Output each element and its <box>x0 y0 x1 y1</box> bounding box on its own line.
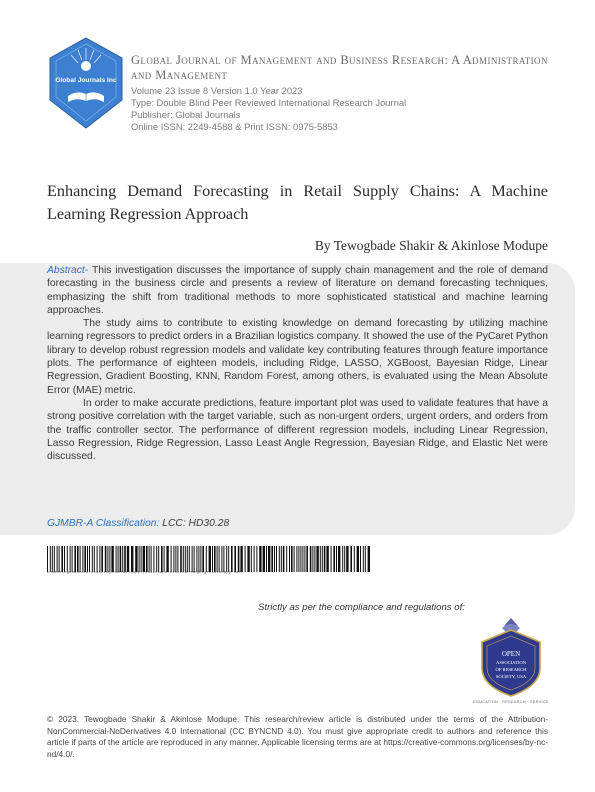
barcode-bar <box>52 546 53 572</box>
barcode-bar <box>84 546 86 572</box>
barcode-bar <box>254 546 255 572</box>
barcode-bar <box>322 546 323 572</box>
barcode-bar <box>209 546 211 572</box>
barcode-bar <box>67 546 68 572</box>
barcode-bar <box>350 546 352 572</box>
barcode-bar <box>259 546 261 572</box>
barcode-bar <box>200 546 201 572</box>
barcode-bar <box>251 546 252 572</box>
barcode-bar <box>279 546 280 572</box>
barcode-bar <box>146 546 148 572</box>
barcode-bar <box>185 546 186 572</box>
barcode-bar <box>99 546 100 572</box>
barcode-bar <box>212 546 213 572</box>
barcode-bar <box>82 546 83 572</box>
barcode-bar <box>268 546 270 572</box>
barcode-bar <box>312 546 313 572</box>
barcode-bar <box>286 546 287 572</box>
barcode-bar <box>116 546 117 572</box>
barcode-bar <box>107 546 108 572</box>
barcode-bar <box>109 546 110 572</box>
barcode-bar <box>87 546 88 572</box>
barcode-bar <box>274 546 275 572</box>
barcode-bar <box>336 546 337 572</box>
barcode-bar <box>206 546 207 572</box>
barcode-bar <box>180 546 182 572</box>
barcode-bar <box>131 546 133 572</box>
barcode-bar <box>314 546 315 572</box>
barcode-bar <box>294 546 295 572</box>
barcode-bar <box>326 546 328 572</box>
barcode-bar <box>346 546 348 572</box>
barcode-bar <box>192 546 193 572</box>
barcode-bar <box>175 546 176 572</box>
global-journals-logo <box>46 36 126 132</box>
barcode-bar <box>187 546 188 572</box>
compliance-note: Strictly as per the compliance and regulations of: <box>258 602 465 613</box>
license-text: © 2023. Tewogbade Shakir & Akinlose Modupe. This research/review article is distributed under the terms of the Attribution-NonCommercial-NoDerivatives 4.0 International (CC BYNCND 4.0). You must give appropriate credit to authors and reference this article if parts of the article are reproduced in any manner. Applicable licensing terms are at https://creative-commons.org/licenses/by-nc-nd/4.0/. <box>47 714 548 759</box>
abstract <box>47 264 548 463</box>
paper-authors: By Tewogbade Shakir & Akinlose Modupe <box>314 238 548 253</box>
barcode-bar <box>304 546 305 572</box>
barcode-bar <box>141 546 142 572</box>
barcode-bar <box>276 546 277 572</box>
barcode-bar <box>256 546 257 572</box>
barcode-bar <box>118 546 119 572</box>
barcode-bar <box>247 546 249 572</box>
journal-volume: Volume 23 Issue 8 Version 1.0 Year 2023 <box>131 85 303 96</box>
barcode-bar <box>238 546 240 572</box>
barcode-bar <box>173 546 174 572</box>
barcode-bar <box>111 546 113 572</box>
barcode-bar <box>149 546 150 572</box>
barcode-bar <box>234 546 236 572</box>
barcode-text: EnhancingDemandForecastinginRetailSupplyChainsAMachineLearningRegressionApproach <box>47 571 244 575</box>
barcode-bar <box>153 546 154 572</box>
barcode-bar <box>158 546 159 572</box>
barcode-bar <box>320 546 321 572</box>
barcode-bar <box>271 546 273 572</box>
abstract-paragraph-3: In order to make accurate predictions, feature important plot was used to validate features that have a strong positive correlation with the target variable, such as non-urgent orders, urgent orders, and orders from the traffic controller sector. The performance of different regression models, including Linear Regression, Lasso Regression, Ridge Regression, Lasso Least Angle Regression, Bayesian Ridge, and Elastic Net were discussed. <box>47 397 548 463</box>
barcode-bar <box>105 546 107 572</box>
barcode-bar <box>74 546 76 572</box>
barcode-bar <box>164 546 165 572</box>
barcode-bar <box>101 546 103 572</box>
seal-line-1: OPEN <box>501 650 521 658</box>
barcode-bar <box>289 546 290 572</box>
barcode-bar <box>166 546 168 572</box>
logo-text: Global Journals Inc <box>55 77 117 84</box>
barcode-bar <box>291 546 293 572</box>
barcode-bar <box>363 546 364 572</box>
barcode-bar <box>171 546 172 572</box>
barcode-bar <box>283 546 285 572</box>
barcode-bar <box>94 546 95 572</box>
abstract-paragraph-2: The study aims to contribute to existing knowledge on demand forecasting by utilizing machine learning regressors to predict orders in a Brazilian logistics company. It showed the use of the PyCaret Python library to develop robust regression models and validate key contributing features through feature importance plots. The performance of eighteen models, including Ridge, LASSO, XGBoost, Bayesian Ridge, Linear Regression, Gradient Boosting, KNN, Random Forest, among others, is evaluated using the Mean Absolute Error (MAE) metric. <box>47 318 548 396</box>
barcode-bar <box>333 546 335 572</box>
barcode-bar <box>324 546 326 572</box>
barcode-bar <box>127 546 129 572</box>
barcode-bar <box>296 546 297 572</box>
barcode-bar <box>72 546 73 572</box>
barcode-bar <box>198 546 199 572</box>
barcode-bar <box>310 546 312 572</box>
barcode-bar <box>97 546 98 572</box>
barcode-bar <box>221 546 222 572</box>
seal-line-3: OF RESEARCH <box>495 667 527 672</box>
seal-line-4: SOCIETY, USA <box>495 674 527 679</box>
journal-publisher: Publisher: Global Journals <box>131 109 241 120</box>
barcode-bar <box>92 546 93 572</box>
paper-title: Enhancing Demand Forecasting in Retail Supply Chains: A Machine Learning Regression Approach <box>47 182 548 223</box>
journal-title: Global Journal of Management and Business Research: A Administration and Management <box>131 53 548 82</box>
barcode-bar <box>344 546 345 572</box>
abstract-paragraph-1: This investigation discusses the importance of supply chain management and the role of demand forecasting in the business circle and presents a review of literature on demand forecasting techniques, emphasizing the shift from traditional methods to more sophisticated statistical and machine learning approaches. <box>47 265 548 316</box>
barcode-bar <box>357 546 359 572</box>
barcode-bar <box>281 546 282 572</box>
barcode-bar <box>266 546 267 572</box>
barcode-bar <box>223 546 224 572</box>
barcode-bar <box>189 546 190 572</box>
barcode-bar <box>64 546 65 572</box>
barcode-bar <box>368 546 370 572</box>
barcode-bar <box>70 546 71 572</box>
barcode-bar <box>135 546 137 572</box>
barcode-bar <box>59 546 60 572</box>
classification-value: LCC: HD30.28 <box>162 518 230 529</box>
barcode-bar <box>331 546 332 572</box>
barcode-bar <box>151 546 152 572</box>
barcode-bar <box>120 546 122 572</box>
barcode-bar <box>202 546 204 572</box>
barcode-bar <box>245 546 246 572</box>
barcode-bar <box>57 546 58 572</box>
barcode-bar <box>360 546 361 572</box>
seal-tagline: EDUCATION · RESEARCH · SERVICE <box>473 700 549 704</box>
barcode-bar <box>124 546 126 572</box>
barcode-bar <box>217 546 218 572</box>
barcode-bar <box>302 546 303 572</box>
barcode-bar <box>61 546 63 572</box>
barcode-bar <box>194 546 195 572</box>
barcode-bar <box>50 546 51 572</box>
barcode-bar <box>143 546 145 572</box>
seal-line-2: ASSOCIATION <box>495 660 527 665</box>
barcode-bar <box>228 546 229 572</box>
barcode-bar <box>354 546 355 572</box>
barcode-bar <box>122 546 123 572</box>
open-association-seal <box>476 616 546 698</box>
barcode-bar <box>342 546 343 572</box>
barcode-bar <box>263 546 265 572</box>
barcode-bar <box>316 546 318 572</box>
barcode-bar <box>156 546 157 572</box>
barcode-bar <box>161 546 163 572</box>
barcode-bar <box>231 546 233 572</box>
barcode-bar <box>80 546 81 572</box>
barcode-bar <box>306 546 308 572</box>
barcode-bar <box>300 546 301 572</box>
barcode-bar <box>240 546 242 572</box>
barcode-bar <box>77 546 79 572</box>
barcode-bar <box>196 546 197 572</box>
barcode-bar <box>219 546 220 572</box>
journal-type: Type: Double Blind Peer Reviewed International Research Journal <box>131 97 407 108</box>
barcode-bar <box>226 546 227 572</box>
barcode-bar <box>139 546 140 572</box>
barcode-bar <box>54 546 55 572</box>
barcode-bar <box>177 546 178 572</box>
barcode-bar <box>183 546 184 572</box>
abstract-label: Abstract- <box>47 265 89 276</box>
barcode-bar <box>47 546 48 572</box>
barcode-bar <box>365 546 366 572</box>
classification <box>47 518 229 529</box>
barcode-bar <box>338 546 340 572</box>
barcode-bar <box>89 546 90 572</box>
barcode-bar <box>298 546 299 572</box>
classification-label: GJMBR-A Classification: <box>47 518 160 529</box>
barcode <box>47 546 371 572</box>
journal-issn: Online ISSN: 2249-4588 & Print ISSN: 0975-5853 <box>131 121 338 132</box>
barcode-bar <box>214 546 216 572</box>
